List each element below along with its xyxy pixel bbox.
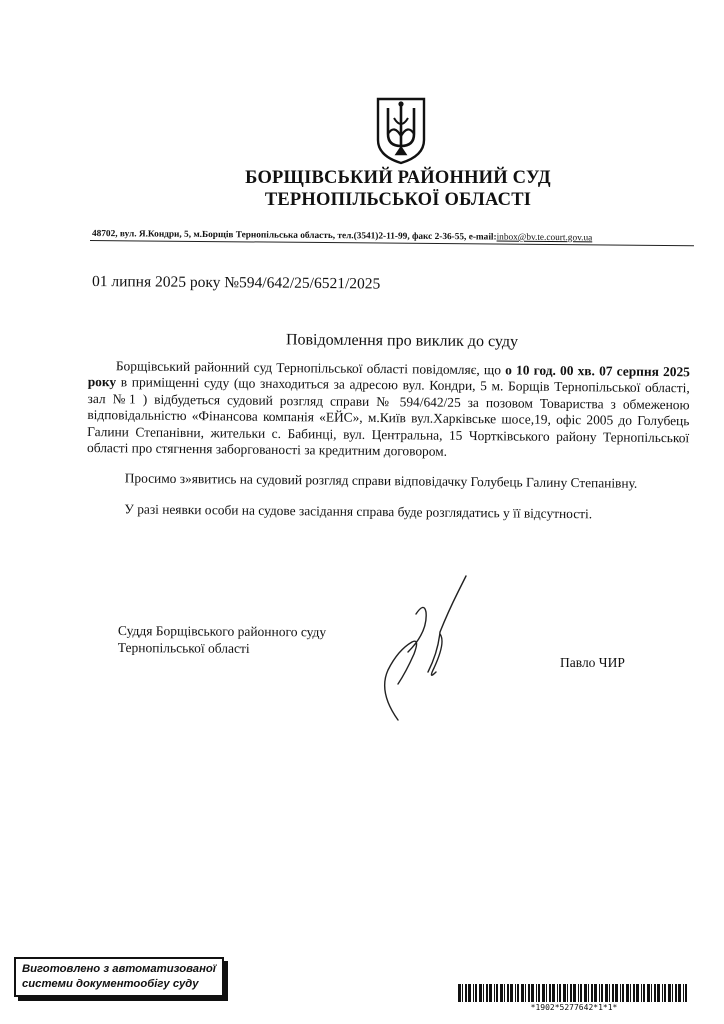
barcode-bar [567,984,568,1002]
barcode-bar [494,984,495,1002]
barcode-bar [525,984,526,1002]
barcode-bar [542,984,545,1002]
barcode-bar [573,984,576,1002]
barcode-bar [620,984,621,1002]
barcode-bar [678,984,681,1002]
auto-generated-stamp [14,957,224,997]
barcode-bar [462,984,463,1002]
handwritten-signature-icon [368,572,478,722]
barcode-bar [473,984,474,1002]
barcode-bar [578,984,579,1002]
barcode-bar [647,984,650,1002]
barcode-bar [626,984,629,1002]
trident-coat-of-arms-icon [374,96,428,166]
court-address-text: 48702, вул. Я.Кондри, 5, м.Борщів Тернопільська область, тел.(3541)2-11-99, факс 2-36-55, e-mail: [91,229,497,243]
barcode-bar [622,984,624,1002]
barcode-bar [672,984,673,1002]
barcode-bar [528,984,530,1002]
barcode-bar [531,984,534,1002]
judge-position-line1: Суддя Борщівського районного суду [117,623,327,640]
barcode-bar [549,984,551,1002]
barcode-bar [507,984,509,1002]
barcode-bar [668,984,671,1002]
paragraph-absence-warning: У разі неявки особи на судове засідання справа буде розглядатись у її відсутності. [124,501,593,522]
paragraph1-intro: Борщівський районний суд Тернопільської області повідомляє, що [115,358,506,378]
barcode-bar [563,984,566,1002]
paragraph-request-appearance: Просимо з»явитись на судовий розгляд справи відповідачку Голубець Галину Степанівну. [124,470,638,492]
barcode-bar [599,984,600,1002]
date-and-reference-number: 01 липня 2025 року №594/642/25/6521/2025 [91,273,381,293]
barcode-number: *1902*5277642*1*1* [530,1003,618,1012]
barcode-bar [552,984,555,1002]
barcode-bar [643,984,645,1002]
barcode-bar [636,984,639,1002]
barcode-bar [601,984,603,1002]
barcode-bar [465,984,467,1002]
barcode-bar [675,984,677,1002]
barcode-bar [538,984,540,1002]
hearing-date-time: о 10 год. 00 хв. 07 серпня 2025 року [87,362,690,390]
barcode-bar [458,984,461,1002]
barcode-bar [500,984,503,1002]
barcode-bar [570,984,572,1002]
barcode-bar [612,984,614,1002]
barcode-bar [588,984,589,1002]
barcode-bar [521,984,524,1002]
barcode-bar [479,984,482,1002]
barcode-bar [517,984,519,1002]
barcode-icon [458,984,690,1002]
barcode-bar [504,984,505,1002]
barcode-bar [685,984,687,1002]
barcode-bar [559,984,561,1002]
barcode-bar [584,984,587,1002]
document-title: Повідомлення про виклик до суду [285,331,519,351]
barcode-bar [615,984,618,1002]
barcode-bar [496,984,498,1002]
barcode-bar [483,984,484,1002]
paragraph-hearing-notice [87,358,690,463]
barcode-bar [510,984,513,1002]
barcode-bar [468,984,471,1002]
barcode-bar [489,984,492,1002]
judge-name: Павло ЧИР [560,655,625,670]
barcode-bar [664,984,666,1002]
paragraph1-details: в приміщенні суду (що знаходиться за адресою вул. Кондри, 5 м. Борщів Тернопільської області, зал №1 ) відбудеться судовий розгляд справи № 594/642/25 за позовом Товариства з обмеженою відповідальністю «Фінансова компанія «ЕЙС», м.Київ вул.Харківське шосе,19, офіс 2005 до Голубець Галини Степанівни, жительки с. Бабинці, вул. Центральна, 15 Чортківського району Тернопільської області про стягнення заборгованості за кредитним договором. [86,374,690,459]
barcode-bar [605,984,608,1002]
barcode-bar [633,984,635,1002]
court-name-line2: ТЕРНОПІЛЬСЬКОЇ ОБЛАСТІ [264,190,532,210]
barcode-bar [641,984,642,1002]
barcode-bar [475,984,477,1002]
barcode-bar [683,984,684,1002]
judge-position-line2: Тернопільської області [117,639,250,656]
barcode-bar [651,984,652,1002]
stamp-line1: Виготовлено з автоматизованої [22,963,216,975]
barcode-bar [657,984,660,1002]
document-body [86,358,690,524]
barcode-bar [591,984,593,1002]
barcode-bar [557,984,558,1002]
barcode-bar [662,984,663,1002]
barcode-bar [594,984,597,1002]
barcode-bar [630,984,631,1002]
barcode-bar [546,984,547,1002]
judge-position [118,622,326,657]
court-email-link[interactable]: inbox@bv.te.court.gov.ua [496,232,593,244]
barcode-bar [609,984,610,1002]
barcode-bar [536,984,537,1002]
barcode-bar [580,984,582,1002]
stamp-line2: системи документообігу суду [22,978,199,990]
barcode-bar [654,984,656,1002]
court-name-line1: БОРЩІВСЬКИЙ РАЙОННИЙ СУД [245,168,551,188]
barcode-bar [515,984,516,1002]
barcode-bar [486,984,488,1002]
